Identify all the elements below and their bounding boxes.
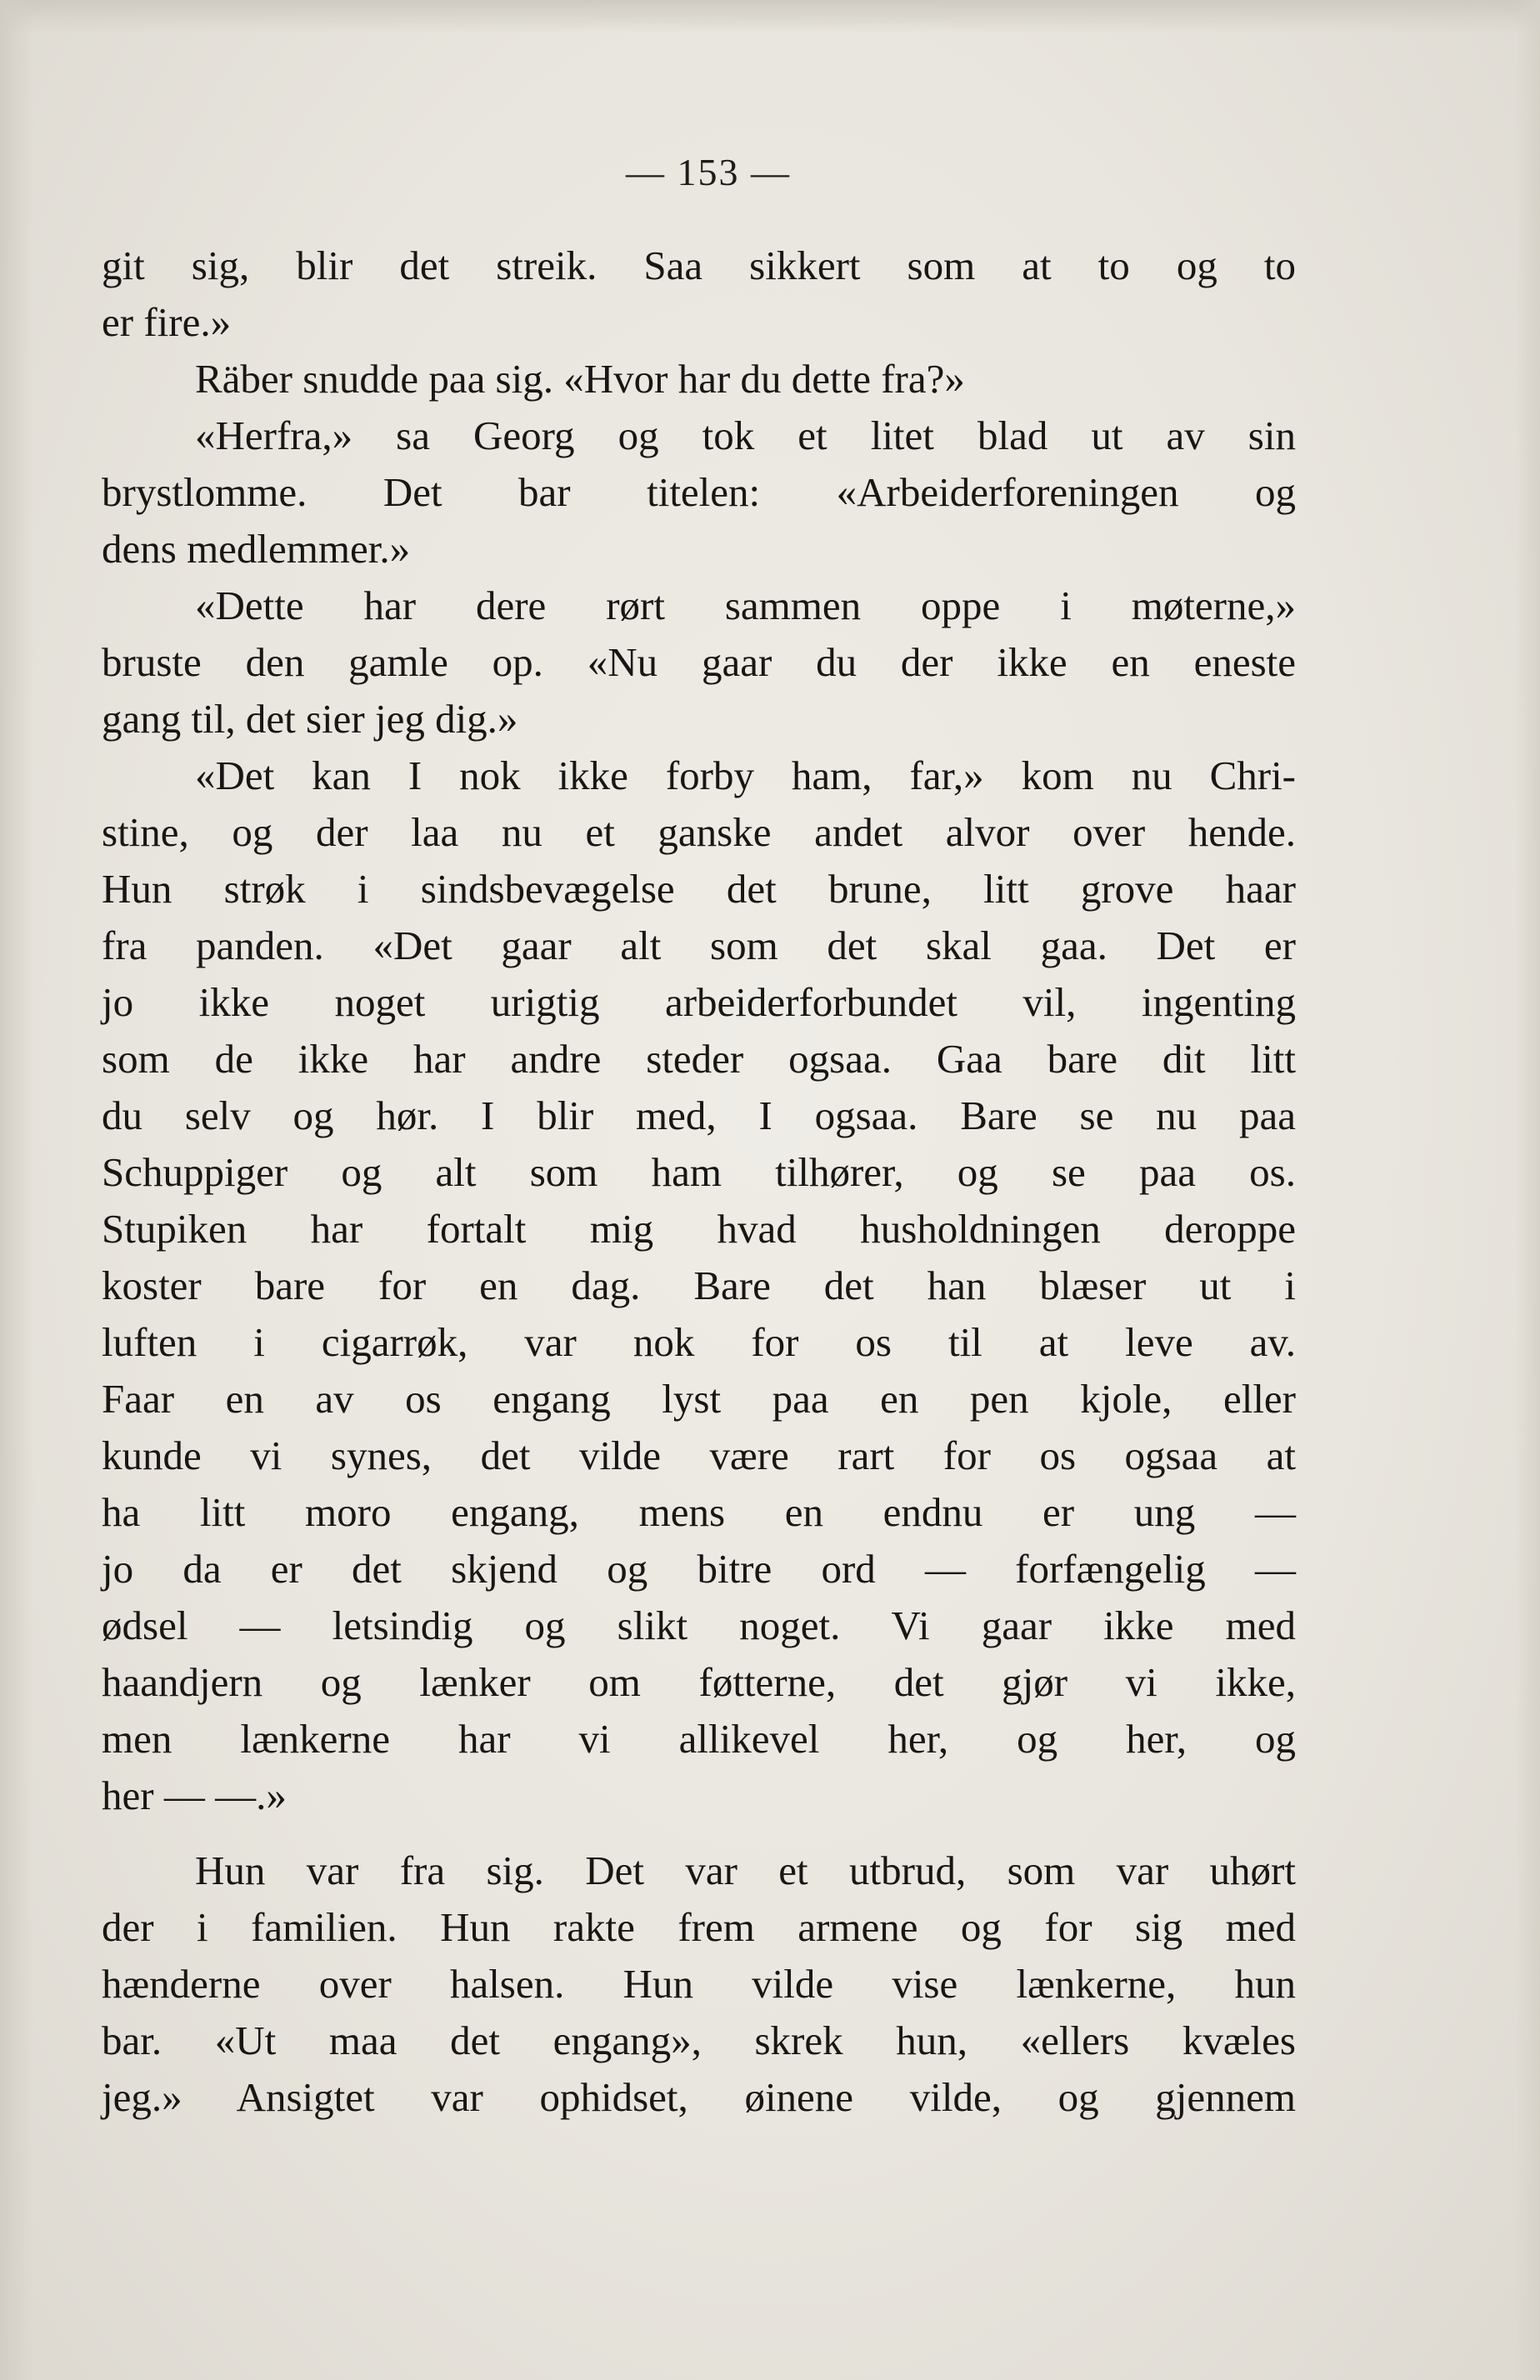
text-line: hænderne over halsen. Hun vilde vise lænkerne, hun (102, 1961, 1296, 2007)
text-line: er fire.» (102, 299, 232, 345)
text-line: jeg.» Ansigtet var ophidset, øinene vilde, og gjennem (102, 2074, 1296, 2120)
text-line: Faar en av os engang lyst paa en pen kjole, eller (102, 1376, 1296, 1422)
page-shadow-top (0, 0, 1540, 33)
text-line: du selv og hør. I blir med, I ogsaa. Bare se nu paa (102, 1092, 1296, 1138)
text-line: «Det kan I nok ikke forby ham, far,» kom nu Chri- (195, 752, 1296, 798)
text-line: stine, og der laa nu et ganske andet alvor over hende. (102, 809, 1296, 855)
text-line: Stupiken har fortalt mig hvad husholdningen deroppe (102, 1206, 1296, 1252)
text-line: «Herfra,» sa Georg og tok et litet blad ut av sin (195, 412, 1296, 458)
text-line: Räber snudde paa sig. «Hvor har du dette fra?» (195, 356, 965, 402)
text-line: der i familien. Hun rakte frem armene og for sig med (102, 1904, 1296, 1950)
text-line: som de ikke har andre steder ogsaa. Gaa bare dit litt (102, 1036, 1296, 1082)
text-line: dens medlemmer.» (102, 526, 411, 572)
text-line: luften i cigarrøk, var nok for os til at leve av. (102, 1319, 1296, 1365)
text-line: Schuppiger og alt som ham tilhører, og se paa os. (102, 1149, 1296, 1195)
text-line: men lænkerne har vi allikevel her, og her, og (102, 1716, 1296, 1762)
text-line: haandjern og lænker om føtterne, det gjør vi ikke, (102, 1659, 1296, 1705)
page-shadow-left (0, 0, 33, 2380)
page-number: — 153 — (626, 151, 791, 193)
page-shadow-right (1515, 0, 1540, 2380)
text-line: Hun strøk i sindsbevægelse det brune, litt grove haar (102, 866, 1296, 912)
text-line: fra panden. «Det gaar alt som det skal gaa. Det er (102, 922, 1296, 968)
text-line: jo da er det skjend og bitre ord — forfængelig — (102, 1546, 1296, 1592)
text-line: bar. «Ut maa det engang», skrek hun, «ellers kvæles (102, 2018, 1296, 2063)
text-line: kunde vi synes, det vilde være rart for os ogsaa at (102, 1432, 1296, 1478)
text-line: koster bare for en dag. Bare det han blæser ut i (102, 1262, 1296, 1308)
text-line: gang til, det sier jeg dig.» (102, 696, 518, 742)
text-line: bruste den gamle op. «Nu gaar du der ikke en eneste (102, 639, 1296, 685)
text-line: her — —.» (102, 1772, 287, 1818)
text-line: Hun var fra sig. Det var et utbrud, som var uhørt (195, 1848, 1296, 1893)
body-text (102, 238, 1296, 2126)
text-line: jo ikke noget urigtig arbeiderforbundet vil, ingenting (102, 979, 1296, 1025)
text-line: «Dette har dere rørt sammen oppe i møterne,» (195, 582, 1296, 628)
text-line: brystlomme. Det bar titelen: «Arbeiderforeningen og (102, 469, 1296, 515)
text-line: ødsel — letsindig og slikt noget. Vi gaar ikke med (102, 1602, 1296, 1648)
text-line: ha litt moro engang, mens en endnu er ung — (102, 1489, 1296, 1535)
text-line: git sig, blir det streik. Saa sikkert som at to og to (102, 242, 1296, 288)
